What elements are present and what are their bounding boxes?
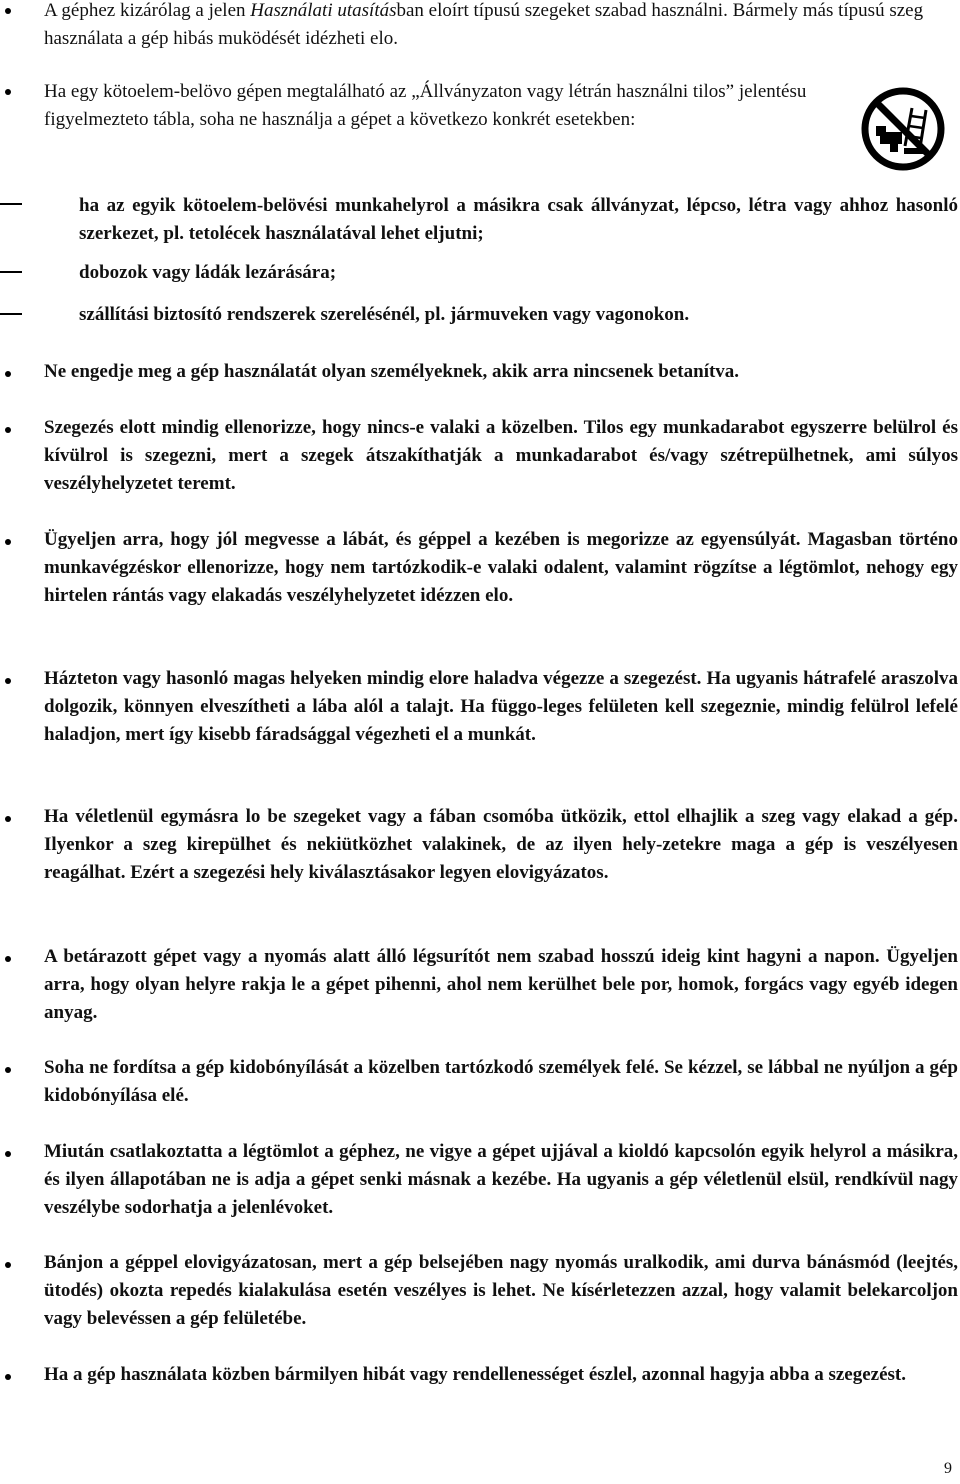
bullet-text: Ha véletlenül egymásra lo be szegeket vagy a fában csomóba ütközik, ettol elhajlik a szeg vagy elakad a gép. Ilyenkor a szeg kirepülhet és nekiütközhet valakinek, de az ilyen hely-zetekre maga a gép is veszélyesen reagálhat. Ezért a szegezési hely kiválasztásakor legyen elovigyázatos.: [44, 806, 958, 884]
bullet-text: Soha ne fordítsa a gép kidobónyílását a közelben tartózkodó személyek felé. Se kézzel, se lábbal ne nyúljon a gép kidobónyílása elé.: [44, 1057, 958, 1107]
bullet-text: Ha a gép használata közben bármilyen hibát vagy rendellenességet észlel, azonnal hagyja abba a szegezést.: [44, 1364, 907, 1385]
bullet-icon: [5, 89, 11, 95]
intro-text-start: A géphez kizárólag a jelen: [44, 0, 251, 21]
no-ladder-warning-sign-icon: [860, 86, 946, 172]
sign-text: Ha egy kötoelem-belövo gépen megtalálható az „Állványzaton vagy létrán használni tilos” jelentésu figyelmezteto tábla, soha ne használja a gépet a következo konkrét esetekben:: [44, 81, 807, 131]
bullet-icon: [5, 678, 11, 684]
bullet-text: A betárazott gépet vagy a nyomás alatt álló légsurítót nem szabad hosszú ideig kint hagyni a napon. Ügyeljen arra, hogy olyan helyre rakja le a gépet pihenni, ahol nem kerülhet bele por, homok, forgács vagy egyéb idegen anyag.: [44, 946, 958, 1024]
bullet-text: Ne engedje meg a gép használatát olyan személyeknek, akik arra nincsenek betanítva.: [44, 361, 740, 382]
bullet-icon: [5, 1067, 11, 1073]
bullet-icon: [5, 816, 11, 822]
bullet-icon: [5, 539, 11, 545]
dash-icon: [0, 271, 22, 273]
page-number: 9: [944, 1460, 952, 1477]
bullet-text: Ügyeljen arra, hogy jól megvesse a lábát, és géppel a kezében is megorizze az egyensúlyát. Magasban történo munkavégzéskor ellenorizze, hogy nem tartózkodik-e valaki odalent, valamint rögzítse a légtömlot, nehogy egy hirtelen rántás vagy elakadás veszélyhelyzetet idézzen elo.: [44, 529, 958, 607]
bullet-icon: [5, 1374, 11, 1380]
bullet-icon: [5, 427, 11, 433]
bullet-text: Miután csatlakoztatta a légtömlot a géphez, ne vigye a gépet ujjával a kioldó kapcsolón egyik helyrol a másikra, és ilyen állapotában ne is adja a gépet senki másnak a kezébe. Ha ugyanis a gép véletlenül elsül, rendkívül nagy veszélybe sodorhatja a jelenlévoket.: [44, 1141, 958, 1219]
intro-text-end: ban eloírt típusú szegeket szabad használni. Bármely más típusú szeg használata a gép hibás muködését idézheti elo.: [44, 0, 924, 50]
intro-text: [44, 0, 958, 53]
dash-icon: [0, 203, 22, 205]
bullet-icon: [5, 371, 11, 377]
dash-icon: [0, 313, 22, 315]
subitem-text: ha az egyik kötoelem-belövési munkahelyrol a másikra csak állványzat, lépcso, létra vagy ahhoz hasonló szerkezet, pl. tetolécek használatával lehet eljutni;: [79, 195, 958, 245]
bullet-icon: [5, 8, 11, 14]
bullet-text: Bánjon a géppel elovigyázatosan, mert a gép belsejében nagy nyomás uralkodik, ami durva bánásmód (leejtés, ütodés) okozta repedés kialakulása esetén veszélyes is lehet. Ne kísérletezzen azzal, hogy valamit belekarcoljon vagy belevéssen a gép felületébe.: [44, 1252, 958, 1330]
bullet-icon: [5, 1151, 11, 1157]
intro-text-italic: Használati utasítás: [250, 0, 397, 21]
subitem-text: dobozok vagy ládák lezárására;: [79, 262, 337, 283]
bullet-icon: [5, 1262, 11, 1268]
bullet-icon: [5, 956, 11, 962]
bullet-text: Szegezés elott mindig ellenorizze, hogy nincs-e valaki a közelben. Tilos egy munkadarabot egyszerre belülrol és kívülrol is szegezni, mert a szegek átszakíthatják a munkadarabot és/vagy szétrepülhetnek, ami súlyos veszélyhelyzetet teremt.: [44, 417, 958, 495]
subitem-text: szállítási biztosító rendszerek szerelésénél, pl. jármuveken vagy vagonokon.: [79, 304, 690, 325]
bullet-text: Házteton vagy hasonló magas helyeken mindig elore haladva végezze a szegezést. Ha ugyanis hátrafelé araszolva dolgozik, könnyen elveszítheti a lába alól a talajt. Ha függo-leges felületen kell szegeznie, mindig felülrol lefelé haladjon, mert így kisebb fáradsággal végezheti el a munkát.: [44, 668, 958, 746]
